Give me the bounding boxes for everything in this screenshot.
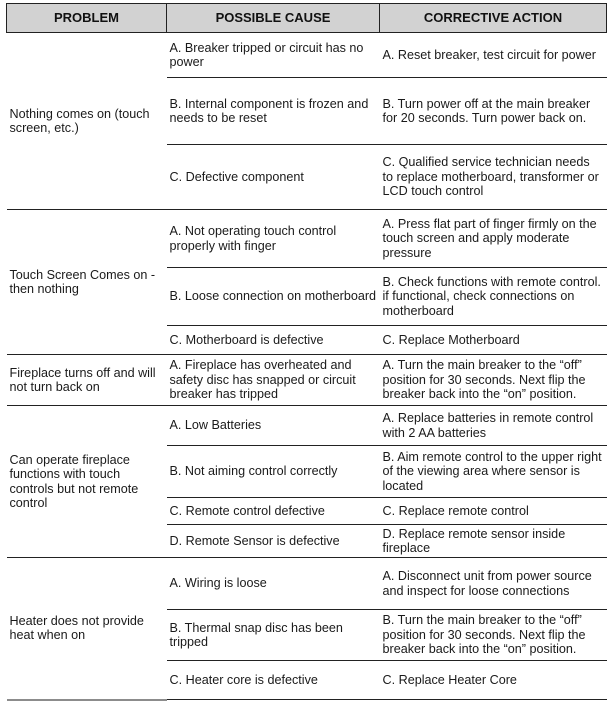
cause-cell: B. Thermal snap disc has been tripped — [167, 610, 380, 661]
troubleshooting-table — [6, 3, 607, 701]
action-cell: B. Check functions with remote control. if functional, check connections on motherboard — [380, 268, 607, 326]
action-cell: C. Replace Motherboard — [380, 326, 607, 355]
header-corrective-action: CORRECTIVE ACTION — [380, 4, 607, 33]
cause-cell: A. Breaker tripped or circuit has no power — [167, 33, 380, 78]
action-cell: A. Replace batteries in remote control with 2 AA batteries — [380, 406, 607, 446]
problem-cell: Touch Screen Comes on - then nothing — [7, 210, 167, 355]
action-cell: B. Turn the main breaker to the “off” position for 30 seconds. Next flip the breaker back into the “on” position. — [380, 610, 607, 661]
header-possible-cause: POSSIBLE CAUSE — [167, 4, 380, 33]
table-row — [7, 406, 607, 446]
action-cell: C. Replace remote control — [380, 498, 607, 525]
cause-cell: B. Internal component is frozen and needs to be reset — [167, 78, 380, 145]
cause-cell: A. Fireplace has overheated and safety disc has snapped or circuit breaker has tripped — [167, 355, 380, 406]
action-cell: A. Press flat part of finger firmly on the touch screen and apply moderate pressure — [380, 210, 607, 268]
cause-cell: C. Defective component — [167, 145, 380, 210]
action-cell: B. Aim remote control to the upper right of the viewing area where sensor is located — [380, 446, 607, 498]
problem-cell: Nothing comes on (touch screen, etc.) — [7, 33, 167, 210]
action-cell: C. Replace Heater Core — [380, 661, 607, 700]
action-cell: B. Turn power off at the main breaker for 20 seconds. Turn power back on. — [380, 78, 607, 145]
action-cell: D. Replace remote sensor inside fireplace — [380, 525, 607, 558]
table-row — [7, 33, 607, 78]
table-row — [7, 210, 607, 268]
action-cell: A. Reset breaker, test circuit for power — [380, 33, 607, 78]
action-cell: C. Qualified service technician needs to replace motherboard, transformer or LCD touch control — [380, 145, 607, 210]
problem-cell: Heater does not provide heat when on — [7, 558, 167, 700]
problem-cell: Fireplace turns off and will not turn back on — [7, 355, 167, 406]
cause-cell: A. Not operating touch control properly with finger — [167, 210, 380, 268]
table-row — [7, 558, 607, 610]
cause-cell: B. Not aiming control correctly — [167, 446, 380, 498]
action-cell: A. Turn the main breaker to the “off” position for 30 seconds. Next flip the breaker back into the “on” position. — [380, 355, 607, 406]
header-row — [7, 4, 607, 33]
problem-cell: Can operate fireplace functions with touch controls but not remote control — [7, 406, 167, 558]
action-cell: A. Disconnect unit from power source and inspect for loose connections — [380, 558, 607, 610]
cause-cell: A. Low Batteries — [167, 406, 380, 446]
cause-cell: C. Motherboard is defective — [167, 326, 380, 355]
cause-cell: B. Loose connection on motherboard — [167, 268, 380, 326]
cause-cell: D. Remote Sensor is defective — [167, 525, 380, 558]
cause-cell: A. Wiring is loose — [167, 558, 380, 610]
cause-cell: C. Remote control defective — [167, 498, 380, 525]
header-problem: PROBLEM — [7, 4, 167, 33]
cause-cell: C. Heater core is defective — [167, 661, 380, 700]
table-row — [7, 355, 607, 406]
